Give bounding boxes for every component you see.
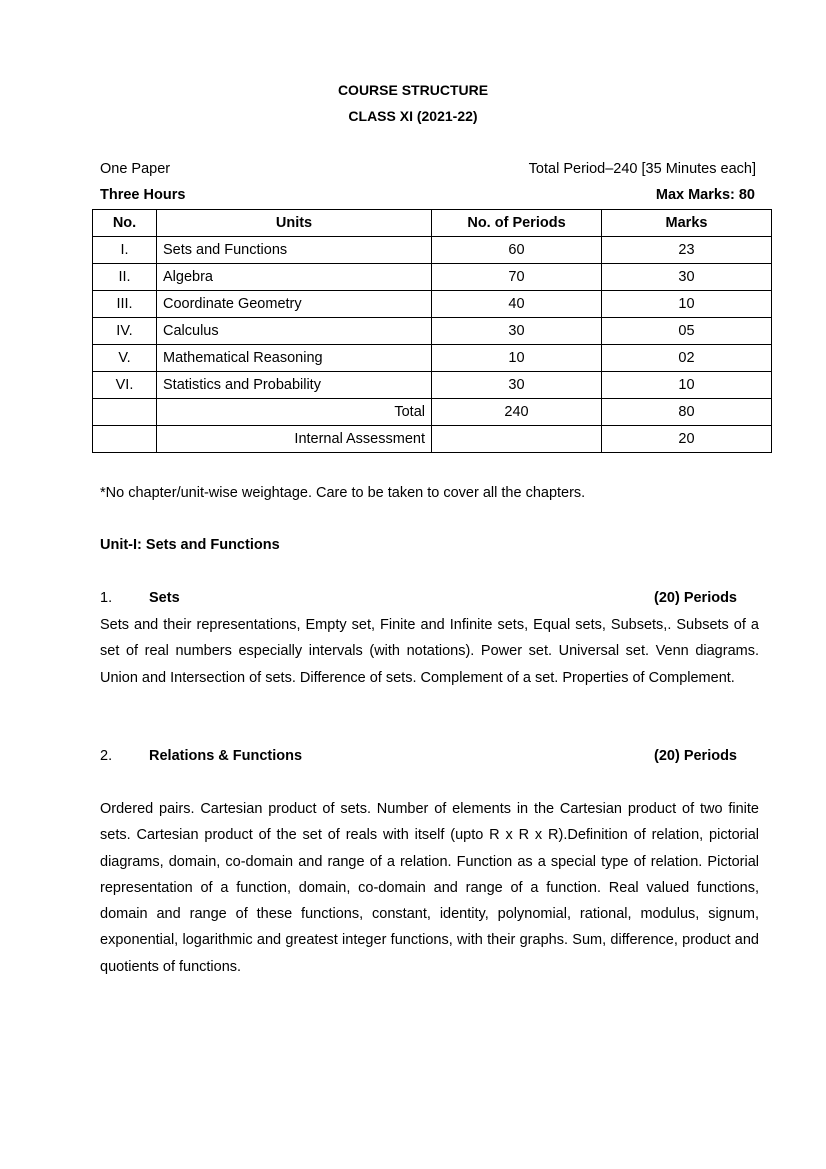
table-row [93,264,772,291]
header-no: No. [93,210,157,237]
table-row [93,345,772,372]
course-structure-table [92,209,772,453]
cell-periods: 60 [432,237,602,264]
cell-marks: 23 [602,237,772,264]
table-internal-row [93,426,772,453]
max-marks-label: Max Marks: 80 [655,187,755,203]
cell-unit: Mathematical Reasoning [157,345,432,372]
weightage-note: *No chapter/unit-wise weightage. Care to be taken to cover all the chapters. [100,485,586,501]
page-title: COURSE STRUCTURE [337,82,489,98]
cell-no: I. [93,237,157,264]
section-title: Relations & Functions [149,748,303,764]
page-subtitle: CLASS XI (2021-22) [348,108,478,124]
cell-periods: 30 [432,372,602,399]
section-number: 1. [100,590,113,606]
table-row [93,318,772,345]
cell-periods: 70 [432,264,602,291]
duration-label: Three Hours [100,187,186,203]
section-periods: (20) Periods [654,590,737,606]
header-periods: No. of Periods [432,210,602,237]
total-period-label: Total Period–240 [35 Minutes each] [528,161,756,177]
section-body: Ordered pairs. Cartesian product of sets. Number of elements in the Cartesian product of two finite sets. Cartesian product of the set of reals with itself (upto R x R x R).Definition of relation, pictorial diagrams, domain, co-domain and range of a relation. Function as a special type of relation. Pictorial representation of a function, domain, co-domain and range of a function. Real valued functions, domain and range of these functions, constant, identity, polynomial, rational, modulus, signum, exponential, logarithmic and greatest integer functions, with their graphs. Sum, difference, product and quotients of functions. [100,801,759,975]
header-units: Units [157,210,432,237]
cell-no: II. [93,264,157,291]
table-total-row [93,399,772,426]
cell-marks: 10 [602,291,772,318]
table-row [93,372,772,399]
cell-no: IV. [93,318,157,345]
internal-marks: 20 [602,426,772,453]
cell-periods: 30 [432,318,602,345]
table-header-row [93,210,772,237]
cell-empty [93,426,157,453]
cell-empty [93,399,157,426]
section-body: Sets and their representations, Empty set, Finite and Infinite sets, Equal sets, Subsets,. Subsets of a set of real numbers especially intervals (with notations). Power set. Universal set. Venn diagrams. Union and Intersection of sets. Difference of sets. Complement of a set. Properties of Complement. [100,617,759,686]
internal-label: Internal Assessment [157,426,432,453]
header-marks: Marks [602,210,772,237]
cell-marks: 05 [602,318,772,345]
cell-no: V. [93,345,157,372]
cell-unit: Algebra [157,264,432,291]
cell-unit: Statistics and Probability [157,372,432,399]
section-title: Sets [149,590,180,606]
cell-no: VI. [93,372,157,399]
cell-no: III. [93,291,157,318]
unit-heading: Unit-I: Sets and Functions [100,537,280,553]
cell-marks: 10 [602,372,772,399]
total-periods: 240 [432,399,602,426]
cell-empty [432,426,602,453]
table-row [93,237,772,264]
cell-periods: 40 [432,291,602,318]
total-label: Total [157,399,432,426]
table-row [93,291,772,318]
section-periods: (20) Periods [654,748,737,764]
total-marks: 80 [602,399,772,426]
cell-unit: Calculus [157,318,432,345]
cell-unit: Sets and Functions [157,237,432,264]
cell-marks: 02 [602,345,772,372]
cell-marks: 30 [602,264,772,291]
cell-periods: 10 [432,345,602,372]
paper-label: One Paper [100,161,171,177]
section-number: 2. [100,748,113,764]
cell-unit: Coordinate Geometry [157,291,432,318]
